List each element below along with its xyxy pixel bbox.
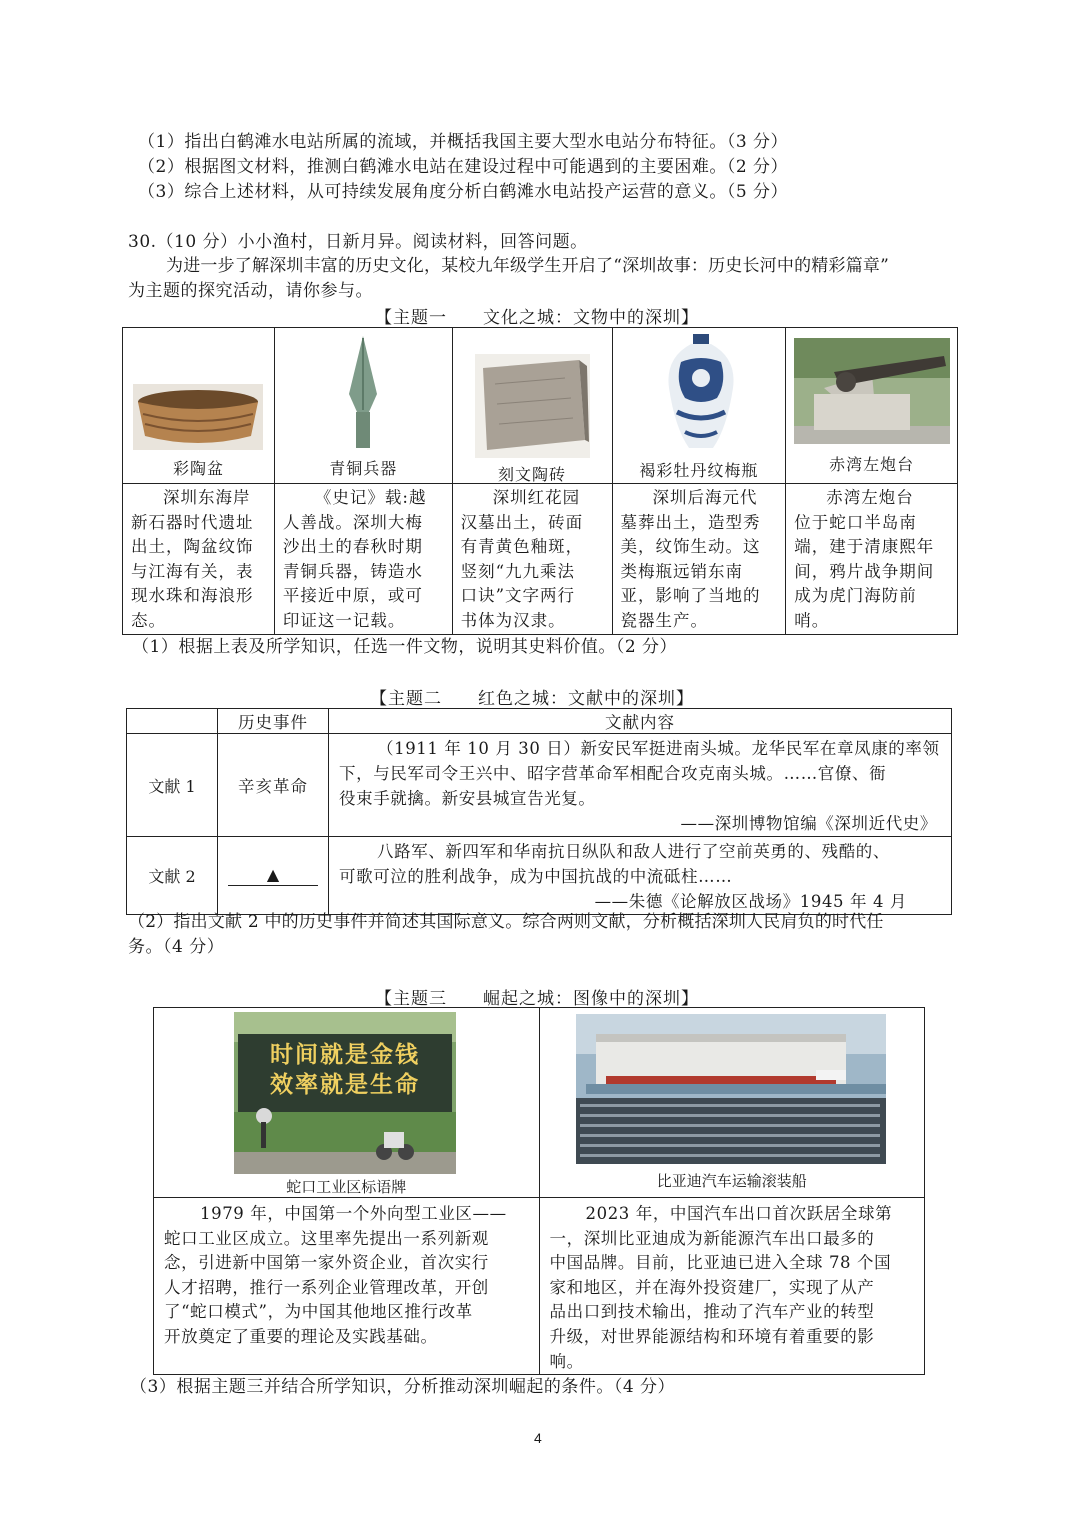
theme2-question-line2: 务。（4 分） (128, 937, 225, 957)
artifact-cell-1 (123, 328, 275, 484)
doc1-source: ——深圳博物馆编《深圳近代史》 (680, 814, 937, 833)
artifact-cell-4 (612, 328, 786, 484)
doc2-event-blank: ▲ (228, 865, 318, 886)
theme2-question-line1: （2）指出文献 2 中的历史事件并简述其国际意义。综合两则文献，分析概括深圳人民肩负的时代任 (128, 912, 884, 932)
plum-vase-image (661, 332, 741, 452)
shekou-image-cell (154, 1008, 540, 1198)
theme3-table (153, 1007, 925, 1375)
doc1-line1: （1911 年 10 月 30 日）新安民军挺进南头城。龙华民军在章凤康的率领 (377, 739, 940, 758)
q30-heading: 30.（10 分）小小渔村，日新月异。阅读材料，回答问题。 (128, 232, 588, 252)
doc1-label: 文献 1 (127, 734, 218, 837)
theme2-header-content: 文献内容 (329, 709, 952, 734)
shekou-desc: 1979 年，中国第一个外向型工业区—— 蛇口工业区成立。这里率先提出一系列新观 念，引进新中国第一家外资企业，首次实行 人才招聘，推行一系列企业管理改革，开创 了“蛇口模式”，为中国其他地区推行改革 开放奠定了重要的理论及实践基础。 (154, 1198, 540, 1375)
artifact-caption-4: 褐彩牡丹纹梅瓶 (639, 461, 759, 480)
theme1-question: （1）根据上表及所学知识，任选一件文物，说明其史料价值。（2 分） (132, 637, 678, 657)
theme1-table (122, 327, 958, 635)
artifact-cell-3 (452, 328, 612, 484)
artifact-cell-5 (786, 328, 958, 484)
theme2-table (126, 708, 952, 915)
byd-desc: 2023 年，中国汽车出口首次跃居全球第 一，深圳比亚迪成为新能源汽车出口最多的 中国品牌。目前，比亚迪已进入全球 78 个国 家和地区，并在海外投资建厂，实现了从产 品出口到技术输出，推动了汽车产业的转型 升级，对世界能源结构和环境有着重要的影 响。 (539, 1198, 925, 1375)
artifact-caption-2: 青铜兵器 (329, 459, 398, 478)
q30-intro-line2: 为主题的探究活动，请你参与。 (128, 281, 373, 301)
doc1-event: 辛亥革命 (218, 734, 329, 837)
doc2-content (329, 837, 952, 915)
doc1-content (329, 734, 952, 837)
shekou-sign-image (234, 1012, 456, 1174)
doc1-line3: 役束手就擒。新安县城宣告光复。 (339, 789, 596, 808)
shekou-caption: 蛇口工业区标语牌 (286, 1178, 407, 1196)
artifact-caption-5: 赤湾左炮台 (829, 455, 915, 474)
doc2-event-cell (218, 837, 329, 915)
sign-text-line2: 效率就是生命 (270, 1072, 420, 1098)
artifact-desc-1: 深圳东海岸 新石器时代遗址 出土，陶盆纹饰 与江海有关，表 现水珠和海浪形 态。 (123, 484, 275, 635)
artifact-desc-4: 深圳后海元代 墓葬出土，造型秀 美，纹饰生动。这 类梅瓶远销东南 亚，影响了当地的 瓷器生产。 (612, 484, 786, 635)
question-line-3: （3）综合上述材料，从可持续发展角度分析白鹤滩水电站投产运营的意义。（5 分） (138, 182, 789, 202)
artifact-cell-2 (274, 328, 452, 484)
bronze-weapon-image (343, 334, 383, 450)
sign-text-line1: 时间就是金钱 (270, 1042, 420, 1068)
artifact-caption-1: 彩陶盆 (172, 459, 224, 478)
page-number: 4 (534, 1430, 542, 1446)
inscribed-brick-image (475, 354, 590, 458)
doc1-line2: 下，与民军司令王兴中、昭字营革命军相配合攻克南头城。……官僚、衙 (339, 764, 887, 783)
doc2-line2: 可歌可泣的胜利战争，成为中国抗战的中流砥柱…… (339, 867, 733, 886)
doc2-line1: 八路军、新四军和华南抗日纵队和敌人进行了空前英勇的、残酷的、 (377, 842, 890, 861)
ro-ro-ship-image (576, 1014, 886, 1164)
question-line-1: （1）指出白鹤滩水电站所属的流域，并概括我国主要大型水电站分布特征。（3 分） (138, 132, 789, 152)
artifact-desc-3: 深圳红花园 汉墓出土，砖面 有青黄色釉斑， 竖刻“九九乘法 口诀”文字两行 书体为汉隶。 (452, 484, 612, 635)
byd-image-cell (539, 1008, 925, 1198)
theme1-title: 【主题一 文化之城：文物中的深圳】 (375, 308, 699, 328)
theme2-header-blank (127, 709, 218, 734)
artifact-caption-3: 刻文陶砖 (498, 465, 567, 484)
theme2-header-event: 历史事件 (218, 709, 329, 734)
byd-caption: 比亚迪汽车运输滚装船 (656, 1172, 807, 1190)
artifact-desc-2: 《史记》载:越 人善战。深圳大梅 沙出土的春秋时期 青铜兵器，铸造水 平接近中原，或可 印证这一记载。 (274, 484, 452, 635)
theme3-question: （3）根据主题三并结合所学知识，分析推动深圳崛起的条件。（4 分） (130, 1377, 676, 1397)
theme2-title: 【主题二 红色之城：文献中的深圳】 (370, 689, 694, 709)
doc2-label: 文献 2 (127, 837, 218, 915)
question-line-2: （2）根据图文材料，推测白鹤滩水电站在建设过程中可能遇到的主要困难。（2 分） (138, 157, 789, 177)
q30-intro-line1: 为进一步了解深圳丰富的历史文化，某校九年级学生开启了“深圳故事：历史长河中的精彩篇章” (166, 256, 889, 276)
cannon-fort-image (794, 338, 950, 444)
theme3-title: 【主题三 崛起之城：图像中的深圳】 (375, 989, 699, 1009)
painted-pottery-basin-image (133, 384, 263, 450)
doc2-source: ——朱德《论解放区战场》1945 年 4 月 (594, 892, 907, 911)
artifact-desc-5: 赤湾左炮台 位于蛇口半岛南 端，建于清康熙年 间，鸦片战争期间 成为虎门海防前 哨。 (786, 484, 958, 635)
